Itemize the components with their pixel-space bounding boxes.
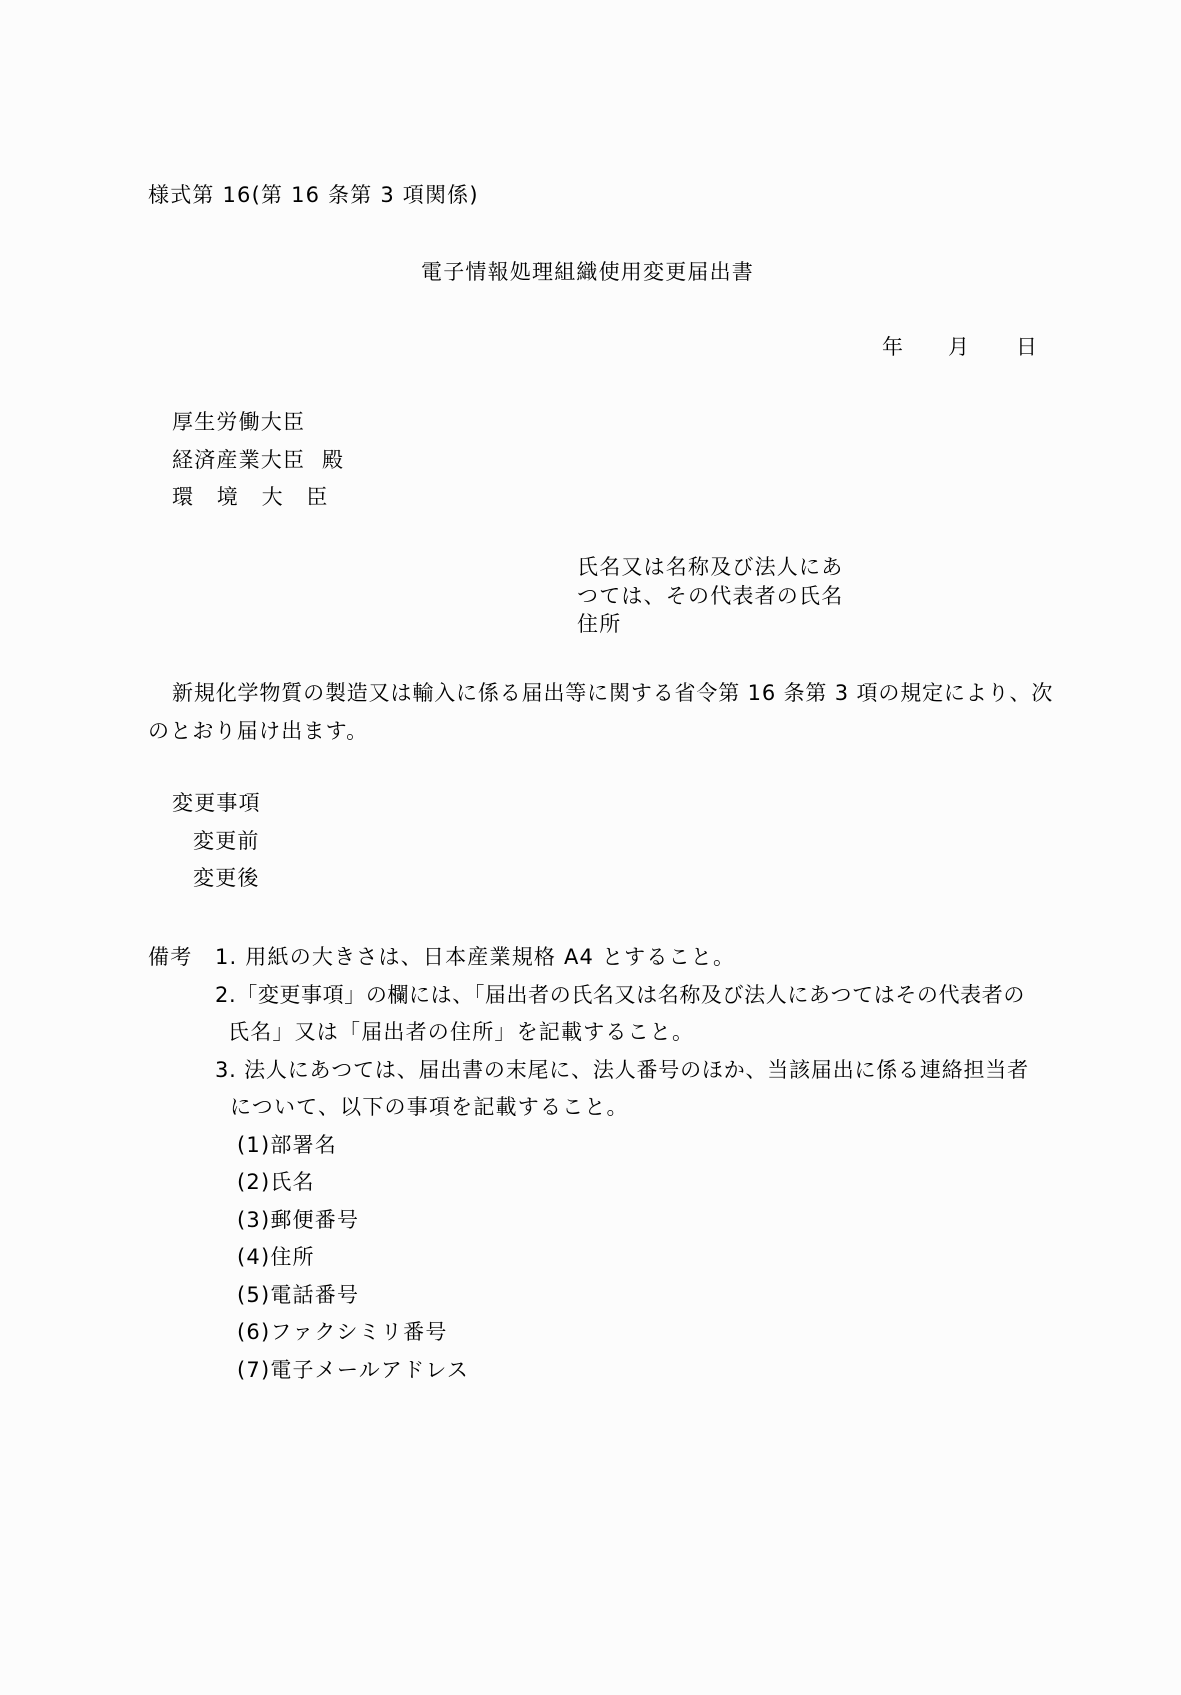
body-line-2: のとおり届け出ます。 xyxy=(148,719,369,743)
date-day-label: 日 xyxy=(1016,335,1039,359)
note-item-2-line-1: 2.「変更事項」の欄には、「届出者の氏名又は名称及び法人にあつてはその代表者の xyxy=(215,983,1025,1007)
changes-heading: 変更事項 xyxy=(172,791,261,815)
notes-label: 備考 xyxy=(148,945,193,969)
contact-item-postal-code: (3)郵便番号 xyxy=(237,1208,360,1232)
form-label: 様式第 16(第 16 条第 3 項関係) xyxy=(148,183,479,207)
applicant-name-label-2: つては、その代表者の氏名 xyxy=(577,584,844,608)
note-item-1: 1. 用紙の大きさは、日本産業規格 A4 とすること。 xyxy=(215,945,736,969)
date-year-label: 年 xyxy=(882,335,905,359)
note-item-3-line-1: 3. 法人にあつては、届出書の末尾に、法人番号のほか、当該届出に係る連絡担当者 xyxy=(215,1058,1029,1082)
addressee-moe: 環 境 大 臣 xyxy=(172,485,329,509)
note-item-3-line-2: について、以下の事項を記載すること。 xyxy=(230,1095,629,1119)
note-item-2-line-2: 氏名」又は「届出者の住所」を記載すること。 xyxy=(228,1020,695,1044)
applicant-name-label-1: 氏名又は名称及び法人にあ xyxy=(577,555,844,579)
contact-item-email: (7)電子メールアドレス xyxy=(237,1358,470,1382)
applicant-address-label: 住所 xyxy=(577,612,622,636)
contact-item-department: (1)部署名 xyxy=(237,1133,337,1157)
changes-after-label: 変更後 xyxy=(193,866,260,890)
addressee-honorific: 殿 xyxy=(322,448,345,472)
contact-item-name: (2)氏名 xyxy=(237,1170,315,1194)
addressee-mhlw: 厚生労働大臣 xyxy=(172,410,306,434)
contact-item-fax: (6)ファクシミリ番号 xyxy=(237,1320,448,1344)
contact-item-phone: (5)電話番号 xyxy=(237,1283,360,1307)
document-title: 電子情報処理組織使用変更届出書 xyxy=(421,260,754,284)
body-line-1: 新規化学物質の製造又は輸入に係る届出等に関する省令第 16 条第 3 項の規定により、次 xyxy=(172,681,1054,705)
changes-before-label: 変更前 xyxy=(193,829,260,853)
addressee-meti: 経済産業大臣 xyxy=(172,448,306,472)
date-month-label: 月 xyxy=(948,335,971,359)
contact-item-address: (4)住所 xyxy=(237,1245,315,1269)
